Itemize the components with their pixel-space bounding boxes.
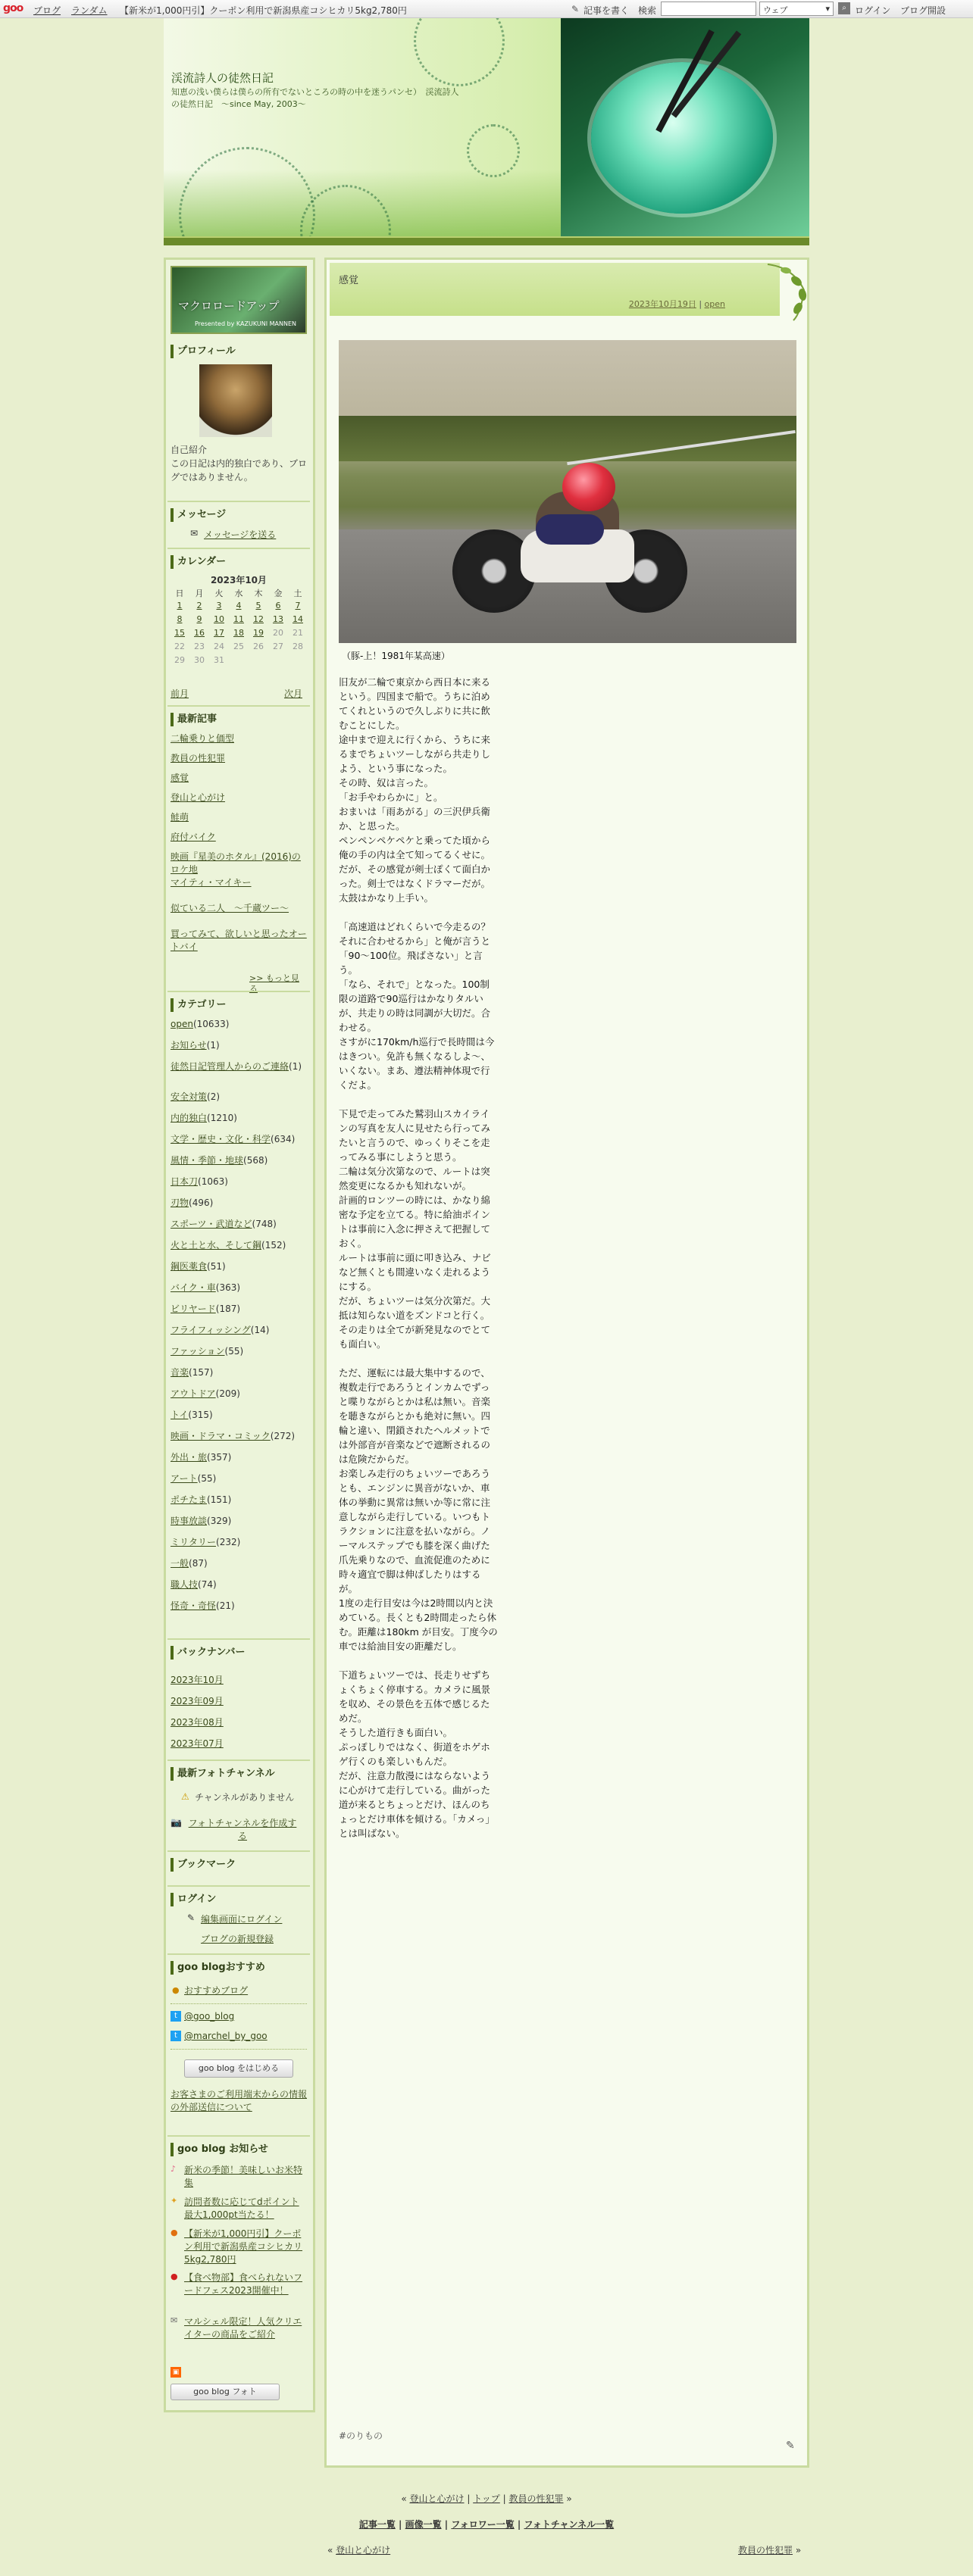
category-item — [171, 1578, 310, 1591]
category-link[interactable]: 映画・ドラマ・コミック — [171, 1431, 271, 1441]
category-count: (357) — [207, 1452, 232, 1463]
recent-post-link[interactable]: 感覚 — [171, 773, 189, 783]
goo-toolbar — [0, 0, 973, 18]
recent-post-link[interactable]: 教員の性犯罪 — [171, 753, 226, 763]
calendar-weekday: 水 — [234, 589, 243, 598]
calendar-day[interactable]: 18 — [233, 628, 244, 638]
category-item — [171, 1112, 310, 1125]
category-item — [171, 1494, 310, 1507]
calendar-weekday: 火 — [214, 589, 224, 598]
toolbar-link-blog[interactable]: ブログ — [33, 5, 61, 16]
message-heading: メッセージ — [171, 508, 307, 522]
recent-posts-section — [171, 713, 307, 994]
avatar[interactable] — [199, 364, 272, 437]
calendar-weekday: 月 — [195, 589, 204, 598]
footer-links: 記事一覧 | 画像一覧 | フォロワー一覧 | フォトチャンネル一覧 — [358, 2519, 615, 2530]
category-count: (568) — [243, 1155, 268, 1166]
category-count: (10633) — [192, 1019, 230, 1029]
category-link[interactable]: open — [171, 1019, 193, 1029]
lace-ornament — [414, 18, 505, 86]
category-count: (1210) — [207, 1113, 237, 1123]
category-link[interactable]: お知らせ — [171, 1040, 207, 1051]
calendar-day: 20 — [273, 628, 283, 638]
calendar-day[interactable]: 10 — [214, 614, 224, 624]
post-paragraph: 旧友が二輪で東京から西日本に来るという。四国まで船で。うちに泊めてくれというので久しぶりに共に飲むことにした。 途中まで迎えに行くから、うちに来るまでちょいツーしながら共走りしよう、という事になった。 その時、奴は言った。 「お手やわらかに」と。 おまいは「雨あがる」の三沢伊兵衛か、と思った。 ペンペンペケペケと乗ってた頃から俺の手の内は全て知ってるくせに。 だが、その感覚が剣士ぽくて面白かった。剣士ではなくドラマーだが。太鼓はかなり上手い。 — [339, 676, 491, 904]
bottom-prev-link[interactable]: 登山と心がけ — [336, 2545, 391, 2556]
recent-post-link[interactable]: 府付バイク — [171, 832, 216, 842]
category-item — [171, 1388, 310, 1400]
pencil-icon: ✎ — [571, 4, 580, 14]
calendar-day: 29 — [174, 655, 185, 665]
post-title[interactable]: 感覚 — [339, 275, 359, 286]
more-posts-link[interactable]: >> もっと見る — [249, 973, 299, 994]
category-link[interactable]: バイク・車 — [171, 1282, 216, 1293]
category-count: (55) — [224, 1346, 244, 1357]
calendar-day: 28 — [293, 642, 303, 651]
edit-login-link[interactable]: 編集画面にログイン — [201, 1914, 283, 1925]
category-count: (74) — [198, 1579, 217, 1590]
twitter-icon: t — [171, 2031, 181, 2041]
notice-icon: ● — [171, 2228, 178, 2237]
category-count: (496) — [189, 1197, 214, 1208]
notice-icon: ♪ — [171, 2164, 177, 2174]
post-header — [330, 263, 780, 316]
post-body — [339, 675, 498, 1841]
calendar-weekday: 土 — [293, 589, 302, 598]
category-link[interactable]: 鋼医薬食 — [171, 1261, 208, 1272]
backnumber-link[interactable]: 2023年07月 — [171, 1738, 224, 1749]
bulb-icon: ● — [172, 1985, 180, 1995]
lace-ornament — [179, 147, 315, 238]
notice-icon: ● — [171, 2272, 178, 2281]
envelope-icon: ✉ — [190, 528, 199, 539]
calendar-prev-link[interactable]: 前月 — [171, 688, 189, 699]
category-link[interactable]: 外出・旅 — [171, 1452, 208, 1463]
calendar-day: 24 — [214, 642, 224, 651]
category-link[interactable]: 時事放談 — [171, 1516, 208, 1526]
send-message-link[interactable]: メッセージを送る — [204, 529, 277, 540]
recent-post-link[interactable]: 登山と心がけ — [171, 792, 226, 803]
category-link[interactable]: アウトドア — [171, 1388, 216, 1399]
category-link[interactable]: 職人技 — [171, 1579, 199, 1590]
calendar-day[interactable]: 11 — [233, 614, 244, 624]
recent-post-link[interactable]: 二輪乗りと価型 — [171, 733, 235, 744]
category-count: (157) — [189, 1367, 214, 1378]
category-count: (748) — [252, 1219, 277, 1229]
category-item — [171, 1324, 310, 1337]
search-label: 検索 — [638, 5, 657, 16]
category-link[interactable]: 文学・歴史・文化・科学 — [171, 1134, 271, 1144]
category-link[interactable]: 安全対策 — [171, 1091, 208, 1102]
leaf-ornament-icon — [763, 260, 809, 323]
category-count: (209) — [215, 1388, 240, 1399]
calendar-next-link[interactable]: 次月 — [284, 688, 303, 699]
calendar-day: 30 — [194, 655, 205, 665]
follower-list-link[interactable]: フォロワー一覧 — [451, 2519, 515, 2530]
category-item — [171, 1176, 310, 1188]
twitter-icon: t — [171, 2011, 181, 2022]
category-item — [171, 1060, 310, 1073]
search-input[interactable] — [661, 2, 756, 16]
category-link[interactable]: ファッション — [171, 1346, 225, 1357]
calendar-day: 25 — [233, 642, 244, 651]
category-count: (1) — [289, 1061, 302, 1072]
category-item — [171, 1282, 310, 1294]
calendar-day[interactable]: 19 — [253, 628, 264, 638]
notice-icon: ✉ — [171, 2315, 178, 2325]
no-channel-text: チャンネルがありません — [195, 1792, 295, 1803]
category-count: (272) — [270, 1431, 296, 1441]
calendar-day[interactable]: 16 — [194, 628, 205, 638]
calendar-weekday: 日 — [175, 589, 184, 598]
register-blog-link[interactable]: ブログの新規登録 — [201, 1934, 274, 1944]
camera-icon: 📷 — [171, 1817, 182, 1828]
category-link[interactable]: 刃物 — [171, 1197, 189, 1208]
category-link[interactable]: 風情・季節・地球 — [171, 1155, 244, 1166]
category-link[interactable]: 内的独白 — [171, 1113, 208, 1123]
twitter-link[interactable]: @marchel_by_goo — [184, 2031, 267, 2041]
category-item — [171, 1154, 310, 1167]
calendar-section — [171, 555, 307, 699]
calendar-day[interactable]: 9 — [196, 614, 202, 624]
external-info-link[interactable]: お客さまのご利用端末からの情報の外部送信について — [171, 2089, 308, 2112]
category-item — [171, 1451, 310, 1464]
recommend-heading: goo blogおすすめ — [171, 1961, 307, 1975]
category-item — [171, 1260, 310, 1273]
pencil-icon: ✎ — [187, 1912, 196, 1923]
category-link[interactable]: アート — [171, 1473, 198, 1484]
post-article — [324, 258, 809, 2468]
blog-description: 知恵の浅い僕らは僕らの所有でないところの時の中を迷うパンセ） 渓流詩人の徒然日記 ～since May, 2003～ — [171, 87, 459, 109]
notice-section — [171, 2143, 307, 2396]
blog-header — [164, 18, 809, 238]
category-item — [171, 1239, 310, 1252]
banner-text: マクロロードアップ — [178, 299, 280, 313]
category-count: (21) — [216, 1600, 235, 1611]
lace-ornament — [467, 124, 520, 177]
sidebar-banner[interactable]: マクロロードアップ Presented by KAZUKUNI MANNEN — [171, 266, 307, 334]
calendar-day[interactable]: 3 — [216, 601, 222, 610]
recent-post-link[interactable]: 買ってみて、欲しいと思ったオートバイ — [171, 929, 307, 952]
goo-blog-photo-button[interactable]: goo blog フォト — [171, 2384, 280, 2400]
category-count: (315) — [188, 1410, 213, 1420]
notice-link[interactable]: 【食べ物部】食べられないフードフェス2023開催中！ — [184, 2272, 303, 2296]
backnumber-link[interactable]: 2023年10月 — [171, 1675, 224, 1685]
category-item — [171, 1039, 310, 1052]
calendar-day[interactable]: 7 — [295, 601, 301, 610]
calendar-heading: カレンダー — [171, 555, 307, 569]
start-goo-blog-button[interactable]: goo blog をはじめる — [184, 2059, 293, 2078]
calendar-weekday: 木 — [254, 589, 263, 598]
calendar-day[interactable]: 1 — [177, 601, 183, 610]
calendar-day: 27 — [273, 642, 283, 651]
category-count: (634) — [271, 1134, 296, 1144]
post-meta: 2023年10月19日 | open — [628, 299, 725, 309]
category-item — [171, 1133, 310, 1146]
calendar-day[interactable]: 17 — [214, 628, 224, 638]
recommend-section — [171, 1961, 308, 2112]
calendar-day[interactable]: 8 — [177, 614, 183, 624]
edit-pencil-icon[interactable]: ✎ — [786, 2440, 795, 2452]
bottom-next-link[interactable]: 教員の性犯罪 — [738, 2545, 793, 2556]
calendar-day[interactable]: 15 — [174, 628, 185, 638]
recent-post-link[interactable]: マイティ・マイキー — [171, 877, 252, 888]
category-link[interactable]: フライフィッシング — [171, 1325, 251, 1335]
bookmark-heading: ブックマーク — [171, 1858, 307, 1872]
bottom-prev: « 登山と心がけ — [327, 2545, 391, 2556]
post-paragraph: 「高速道はどれくらいで今走るの？それに合わせるから」と俺が言うと「90～100位。飛ばさない」と言う。 「なら、それで」となった。100制限の道路で90巡行はかなりタルいが、共走りの時は同調が大切だ。合わせる。 さすがに170km/h巡行で長時間は今はきつい。免許も無くなるしよ～、いくない。まあ、遵法精神体現で行くだよ。 — [339, 921, 495, 1091]
category-count: (187) — [215, 1304, 241, 1314]
category-item — [171, 1472, 310, 1485]
category-item — [171, 1218, 310, 1231]
warning-icon: ⚠ — [181, 1791, 189, 1802]
category-count: (329) — [207, 1516, 232, 1526]
profile-heading: プロフィール — [171, 345, 307, 358]
category-link[interactable]: 一般 — [171, 1558, 189, 1569]
calendar-day[interactable]: 13 — [273, 614, 283, 624]
calendar-day: 21 — [293, 628, 303, 638]
backnumber-link[interactable]: 2023年09月 — [171, 1696, 224, 1706]
post-category-link[interactable]: open — [704, 299, 725, 309]
category-count: (87) — [189, 1558, 208, 1569]
category-count: (1) — [206, 1040, 220, 1051]
image-list-link[interactable]: 画像一覧 — [405, 2519, 442, 2530]
photo-channel-heading: 最新フォトチャンネル — [171, 1767, 307, 1781]
chevron-down-icon: ▾ — [825, 4, 830, 14]
category-link[interactable]: 徒然日記管理人からのご連絡 — [171, 1061, 289, 1072]
calendar-day[interactable]: 14 — [293, 614, 303, 624]
calendar-day: 31 — [214, 655, 224, 665]
start-blog-link[interactable]: ブログ開設 — [900, 5, 946, 16]
notice-link[interactable]: 【新米が1,000円引】クーポン利用で新潟県産コシヒカリ5kg2,780円 — [184, 2228, 303, 2265]
calendar-day: 22 — [174, 642, 185, 651]
category-item — [171, 1515, 310, 1528]
post-paragraph: ただ、運転には最大集中するので、複数走行であろうとインカムでずっと喋りながらとかは私は無い。音楽を聴きながらとかも絶対に無い。四輪と違い、閉鎖されたヘルメットでは外部音が音楽などで遮断されるのは危険だからだ。 お楽しみ走行のちょいツーであろうとも、エンジンに異音がないか、車体の挙動に異常は無いか等に常に注意しながら走行している。いつもトラクションに注意を払いながら。ノーマルステップでも膝を深く曲げた爪先乗りなので、血流促進のために時々適宜で脚は伸ばしたりはするが。 1度の走行目安は今は2時間以内と決めている。長くとも2時間走ったら休む。距離は180km が目安。丁度今の車では給油目安の距離だし。 — [339, 1367, 498, 1652]
photo-channel-section — [171, 1767, 307, 1841]
photo-caption: （豚-上！1981年某高速） — [342, 651, 450, 661]
category-link[interactable]: 音楽 — [171, 1367, 189, 1378]
calendar-day: 26 — [253, 642, 264, 651]
nav-prev-link[interactable]: 登山と心がけ — [409, 2493, 465, 2504]
bottom-next: 教員の性犯罪 » — [738, 2545, 802, 2556]
category-item — [171, 1018, 310, 1031]
calendar-weekday: 金 — [274, 589, 283, 598]
category-link[interactable]: 火と土と水、そして鋼 — [171, 1240, 262, 1251]
notice-icon: ✦ — [171, 2196, 178, 2206]
category-link[interactable]: 日本刀 — [171, 1176, 199, 1187]
recent-posts-heading: 最新記事 — [171, 713, 307, 726]
nav-top-link[interactable]: トップ — [473, 2493, 500, 2504]
login-link[interactable]: ログイン — [855, 5, 891, 16]
category-count: (14) — [250, 1325, 270, 1335]
post-paragraph: 下見で走ってみた鷲羽山スカイラインの写真を友人に見せたら行ってみたいと言うので、ゆっくりそこを走ってみる事にしようと思う。 二輪は気分次第なので、ルートは突然変更になるかも知れないが。 計画的ロンツーの時には、かなり綿密な予定を立てる。特に給油ポイントは事前に入念に押さえて把握しておく。 ルートは事前に頭に叩き込み、ナビなど無くとも間違いなく走れるようにする。 だが、ちょいツーは気分次第だ。大抵は知らない道をズンドコと行く。 その走りは全てが新発見なのでとても面白い。 — [339, 1108, 491, 1350]
category-count: (51) — [207, 1261, 226, 1272]
search-button[interactable]: ⌕ — [838, 2, 850, 14]
login-heading: ログイン — [171, 1893, 307, 1906]
category-count: (1063) — [198, 1176, 228, 1187]
category-item — [171, 1091, 310, 1104]
toolbar-link-random[interactable]: ランダム — [71, 5, 108, 16]
post-list-link[interactable]: 記事一覧 — [358, 2519, 396, 2530]
category-item — [171, 1366, 310, 1379]
calendar-day[interactable]: 12 — [253, 614, 264, 624]
category-section — [171, 998, 307, 1611]
category-count: (2) — [207, 1091, 221, 1102]
backnumber-heading: バックナンバー — [171, 1646, 307, 1660]
twitter-link[interactable]: @goo_blog — [184, 2011, 235, 2022]
message-section — [171, 508, 307, 540]
notice-heading: goo blog お知らせ — [171, 2143, 307, 2156]
category-link[interactable]: ポチたま — [171, 1494, 208, 1505]
category-heading: カテゴリー — [171, 998, 307, 1012]
profile-intro-label: 自己紹介 — [171, 445, 208, 455]
calendar-day[interactable]: 4 — [236, 601, 242, 610]
rss-icon[interactable]: ▣ — [171, 2367, 181, 2378]
recommend-blog-link[interactable]: おすすめブログ — [184, 1985, 249, 1996]
calendar-day[interactable]: 6 — [275, 601, 281, 610]
login-section — [171, 1893, 307, 1944]
calendar-day[interactable]: 2 — [196, 601, 202, 610]
sidebar — [164, 258, 315, 2412]
post-navigation: « 登山と心がけ | トップ | 教員の性犯罪 » — [401, 2493, 572, 2504]
recent-post-link[interactable]: 似ている二人 ～千蔵ツー～ — [171, 903, 289, 913]
toolbar-promo-link[interactable]: 【新米が1,000円引】クーポン利用で新潟県産コシヒカリ5kg2,780円 — [120, 5, 407, 16]
calendar-month: 2023年10月 — [210, 575, 267, 585]
header-drink-image — [561, 18, 809, 238]
post-photo[interactable] — [339, 340, 796, 643]
header-bar — [164, 236, 809, 245]
category-item — [171, 1197, 310, 1210]
category-item — [171, 1600, 310, 1613]
post-paragraph: 下道ちょいツーでは、長走りせずちょくちょく停車する。カメラに風景を収め、その景色を五体で感じるためだ。 そうした道行きも面白い。 ぷっぽしりではなく、街道をホゲホゲ行くのも楽しいもんだ。 だが、注意力散漫にはならないように心がけて走行している。曲がった道が来るとちょっとだけ、ほんのちょっとだけ車体を傾ける。「カメっ」とは叫ばない。 — [339, 1669, 495, 1839]
category-link[interactable]: 怪奇・奇怪 — [171, 1600, 217, 1611]
bookmark-section — [171, 1858, 307, 1872]
backnumber-section — [171, 1646, 307, 1749]
post-date-link[interactable]: 2023年10月19日 — [628, 299, 696, 309]
write-post-link[interactable]: 記事を書く — [583, 5, 630, 16]
goo-logo[interactable]: goo — [3, 2, 23, 14]
category-count: (232) — [216, 1537, 241, 1547]
profile-intro: この日記は内的独白であり、ブログではありません。 — [171, 458, 308, 482]
category-item — [171, 1303, 310, 1316]
profile-section — [171, 345, 308, 482]
blog-title[interactable]: 渓流詩人の徒然日記 — [171, 71, 274, 85]
calendar-day: 23 — [194, 642, 205, 651]
category-item — [171, 1345, 310, 1358]
search-scope-select[interactable] — [759, 2, 834, 16]
search-scope-value: ウェブ — [763, 5, 788, 15]
category-link[interactable]: ミリタリー — [171, 1537, 217, 1547]
post-tag[interactable]: #のりもの — [339, 2431, 383, 2441]
category-item — [171, 1409, 310, 1422]
nav-next-link[interactable]: 教員の性犯罪 — [508, 2493, 564, 2504]
category-item — [171, 1430, 310, 1443]
category-link[interactable]: トイ — [171, 1410, 189, 1420]
category-count: (55) — [197, 1473, 217, 1484]
category-item — [171, 1536, 310, 1549]
create-channel-link[interactable]: フォトチャンネルを作成する — [188, 1818, 297, 1841]
category-count: (363) — [215, 1282, 241, 1293]
backnumber-link[interactable]: 2023年08月 — [171, 1717, 224, 1728]
recent-post-link[interactable]: 鮭萌 — [171, 812, 189, 823]
category-count: (152) — [261, 1240, 286, 1251]
category-count: (151) — [207, 1494, 232, 1505]
category-link[interactable]: スポーツ・武道など — [171, 1219, 252, 1229]
notice-link[interactable]: 新米の季節！美味しいお米特集 — [184, 2165, 303, 2188]
notice-link[interactable]: 訪問者数に応じてdポイント最大1,000pt当たる！ — [184, 2197, 299, 2220]
category-item — [171, 1557, 310, 1570]
category-link[interactable]: ビリヤード — [171, 1304, 216, 1314]
recent-post-link[interactable]: 映画『星美のホタル』(2016)のロケ地 — [171, 851, 301, 875]
notice-link[interactable]: マルシェル限定！人気クリエイターの商品をご紹介 — [184, 2316, 302, 2340]
photo-channel-list-link[interactable]: フォトチャンネル一覧 — [524, 2519, 615, 2530]
calendar-day[interactable]: 5 — [255, 601, 261, 610]
